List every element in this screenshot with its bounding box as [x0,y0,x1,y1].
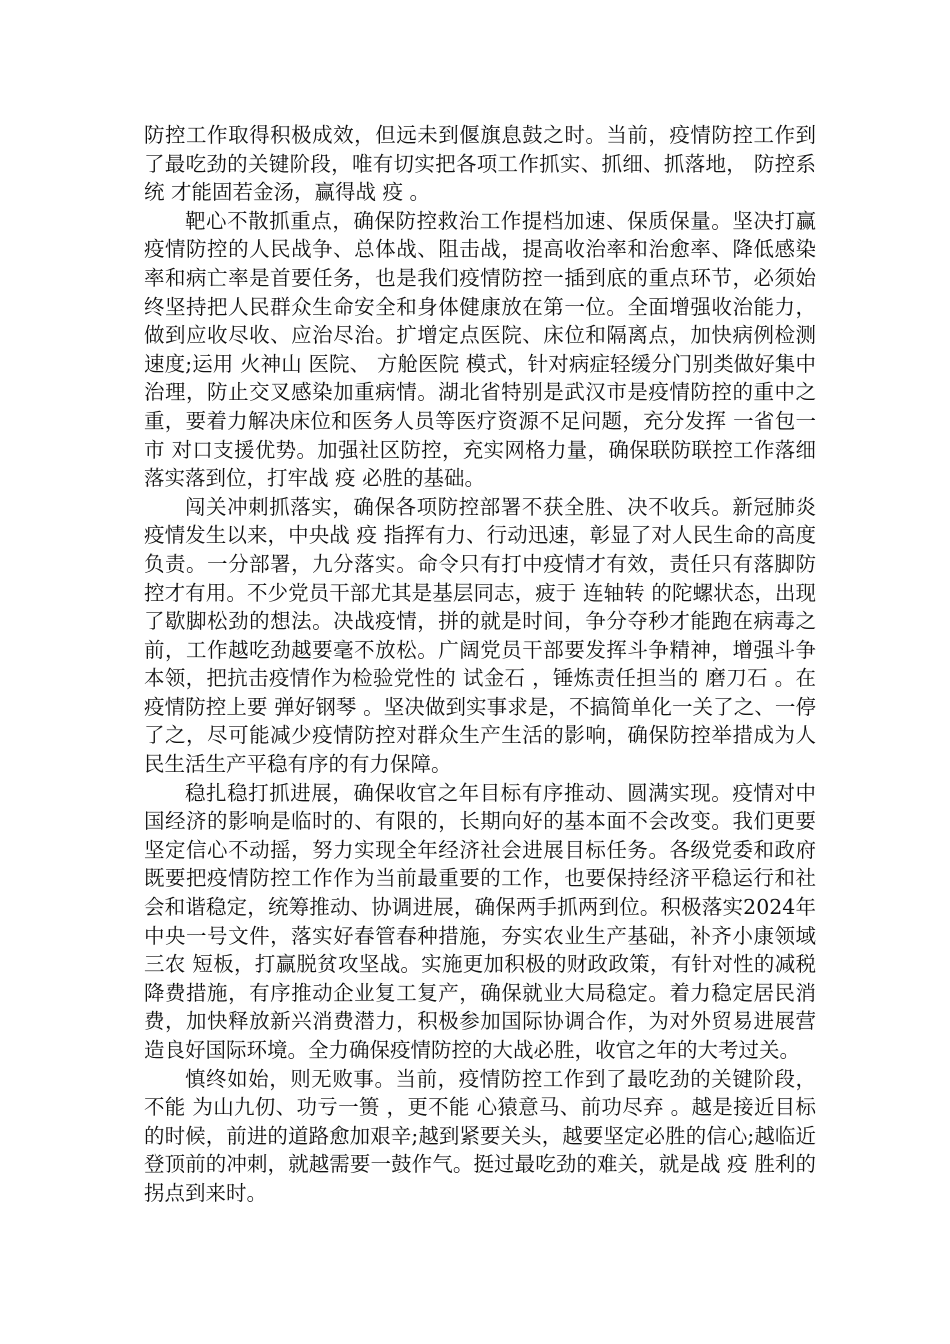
document-body [144,121,816,1208]
paragraph-conclusion: 慎终如始，则无败事。当前，疫情防控工作到了最吃劲的关键阶段，不能 为山九仞、功亏一篑 ，更不能 心猿意马、前功尽弃 。越是接近目标的时候，前进的道路愈加艰辛;越到紧要关头，越要坚定必胜的信心;越临近登顶前的冲刺，就越需要一鼓作气。挺过最吃劲的难关，就是战 疫 胜利的拐点到来时。 [144,1066,816,1205]
paragraph-focus-key-points: 靶心不散抓重点，确保防控救治工作提档加速、保质保量。坚决打赢疫情防控的人民战争、总体战、阻击战，提高收治率和治愈率、降低感染率和病亡率是首要任务，也是我们疫情防控一插到底的重点环节，必须始终坚持把人民群众生命安全和身体健康放在第一位。全面增强收治能力，做到应收尽收、应治尽治。扩增定点医院、床位和隔离点，加快病例检测速度;运用 火神山 医院、 方舱医院 模式，针对病症轻缓分门别类做好集中治理，防止交叉感染加重病情。湖北省特别是武汉市是疫情防控的重中之重，要着力解决床位和医务人员等医疗资源不足问题，充分发挥 一省包一市 对口支援优势。加强社区防控，充实网格力量，确保联防联控工作落细落实落到位，打牢战 疫 必胜的基础。 [144,208,816,491]
paragraph-continuation: 防控工作取得积极成效，但远未到偃旗息鼓之时。当前，疫情防控工作到了最吃劲的关键阶段，唯有切实把各项工作抓实、抓细、抓落地， 防控系统 才能固若金汤，赢得战 疫 。 [144,123,816,205]
paragraph-economic-progress: 稳扎稳打抓进展，确保收官之年目标有序推动、圆满实现。疫情对中国经济的影响是临时的、有限的，长期向好的基本面不会改变。我们更要坚定信心不动摇，努力实现全年经济社会进展目标任务。各级党委和政府既要把疫情防控工作作为当前最重要的工作，也要保持经济平稳运行和社会和谐稳定，统筹推动、协调进展，确保两手抓两到位。积极落实2024年中央一号文件，落实好春管春种措施，夯实农业生产基础，补齐小康领域 三农 短板，打赢脱贫攻坚战。实施更加积极的财政政策，有针对性的减税降费措施，有序推动企业复工复产，确保就业大局稳定。着力稳定居民消费，加快释放新兴消费潜力，积极参加国际协调合作，为对外贸易进展营造良好国际环境。全力确保疫情防控的大战必胜，收官之年的大考过关。 [144,780,816,1062]
paragraph-implementation: 闯关冲刺抓落实，确保各项防控部署不获全胜、决不收兵。新冠肺炎疫情发生以来，中央战 疫 指挥有力、行动迅速，彰显了对人民生命的高度负责。一分部署，九分落实。命令只有打中疫情才有效，责任只有落脚防控才有用。不少党员干部尤其是基层同志，疲于 连轴转 的陀螺状态，出现了歇脚松劲的想法。决战疫情，拼的就是时间，争分夺秒才能跑在病毒之前，工作越吃劲越要毫不放松。广阔党员干部要发挥斗争精神，增强斗争本领，把抗击疫情作为检验党性的 试金石 ，锤炼责任担当的 磨刀石 。在疫情防控上要 弹好钢琴 。坚决做到实事求是，不搞简单化一关了之、一停了之，尽可能减少疫情防控对群众生产生活的影响，确保防控举措成为人民生活生产平稳有序的有力保障。 [144,494,816,777]
